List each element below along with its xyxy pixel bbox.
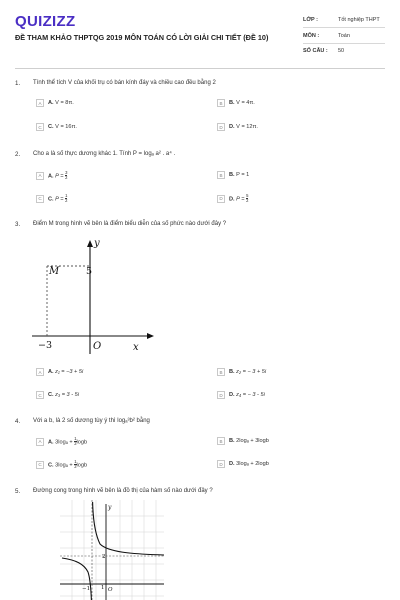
option-text: P = bbox=[55, 173, 66, 180]
y-axis-arrow bbox=[87, 240, 93, 247]
point-m-label: M bbox=[49, 266, 60, 277]
option-letter: C. bbox=[48, 124, 54, 130]
option-a[interactable] bbox=[36, 99, 74, 107]
option-letter: D. bbox=[229, 196, 235, 203]
y-label: y bbox=[94, 238, 100, 249]
header-divider bbox=[15, 68, 385, 69]
option-box: C bbox=[36, 391, 44, 399]
option-b[interactable] bbox=[217, 437, 269, 445]
question-number: 1. bbox=[15, 80, 21, 87]
option-box: A bbox=[36, 438, 44, 446]
curve-left-branch bbox=[62, 558, 91, 600]
option-box: D bbox=[217, 195, 225, 203]
fraction: $\frac{1}{2}$ bbox=[65, 193, 68, 204]
question-number: 4. bbox=[15, 418, 21, 425]
option-a[interactable] bbox=[36, 437, 87, 447]
option-text: P = bbox=[55, 196, 66, 203]
tick-label-neg1: −1 bbox=[82, 586, 91, 592]
option-d[interactable] bbox=[217, 194, 248, 204]
meta-count-label: SỐ CÂU : bbox=[303, 48, 328, 54]
meta-subject-label: MÔN : bbox=[303, 33, 320, 39]
option-text-tail: logb bbox=[76, 462, 88, 469]
fraction: $\frac{1}{2}$ bbox=[74, 436, 77, 447]
option-text: z₁ = −3 + 5i bbox=[55, 369, 84, 375]
fraction: $\frac{5}{2}$ bbox=[246, 193, 249, 204]
option-box: D bbox=[217, 460, 225, 468]
option-text: 3logₐ + 2logb bbox=[236, 461, 269, 467]
question-text: Cho a là số thực dương khác 1. Tính P = logₐ a² . a⁴ . bbox=[33, 151, 176, 157]
option-letter: B. bbox=[229, 172, 235, 178]
meta-count-value: 50 bbox=[338, 48, 345, 54]
option-letter: D. bbox=[229, 461, 235, 467]
meta-subject-value: Toán bbox=[338, 33, 350, 39]
option-box: D bbox=[217, 123, 225, 131]
tick-label-1: 1 bbox=[101, 585, 105, 591]
question-number: 3. bbox=[15, 221, 21, 228]
option-box: D bbox=[217, 391, 225, 399]
option-a[interactable] bbox=[36, 368, 83, 376]
option-text: V = 4π. bbox=[236, 100, 255, 106]
meta-class-label: LỚP : bbox=[303, 17, 318, 23]
option-d[interactable] bbox=[217, 391, 265, 399]
complex-plane-figure bbox=[30, 232, 155, 356]
option-text: P = 1 bbox=[236, 172, 250, 178]
quizizz-logo: QUIZIZZ bbox=[15, 13, 76, 30]
question-text: Tính thể tích V của khối trụ có bán kính đáy và chiều cao đều bằng 2 bbox=[33, 80, 216, 86]
option-letter: A. bbox=[48, 100, 54, 106]
tick-label-2: 2 bbox=[102, 554, 106, 560]
option-b[interactable] bbox=[217, 171, 249, 179]
option-letter: C. bbox=[48, 392, 54, 398]
option-box: A bbox=[36, 368, 44, 376]
option-text: 2logₐ + 3logb bbox=[236, 438, 269, 444]
option-text: V = 12π. bbox=[236, 124, 258, 130]
option-c[interactable] bbox=[36, 123, 77, 131]
option-b[interactable] bbox=[217, 368, 266, 376]
option-box: C bbox=[36, 461, 44, 469]
option-letter: C. bbox=[48, 196, 54, 203]
option-letter: A. bbox=[48, 173, 54, 180]
question-text: Đường cong trong hình vẽ bên là đồ thị của hàm số nào dưới đây ? bbox=[33, 488, 213, 494]
question-text: Điểm M trong hình vẽ bên là điểm biểu diễn của số phức nào dưới đây ? bbox=[33, 221, 227, 227]
option-letter: D. bbox=[229, 124, 235, 130]
x-axis-arrow bbox=[147, 333, 154, 339]
option-box: B bbox=[217, 99, 225, 107]
fraction: $\frac{1}{2}$ bbox=[74, 459, 77, 470]
meta-divider bbox=[303, 27, 385, 28]
option-box: A bbox=[36, 99, 44, 107]
option-b[interactable] bbox=[217, 99, 255, 107]
question-text: Với a b, là 2 số dương tùy ý thì logₐ³b² bằng bbox=[33, 418, 150, 424]
option-letter: B. bbox=[229, 100, 235, 106]
y-value-label: 5 bbox=[86, 266, 93, 277]
option-letter: C. bbox=[48, 462, 54, 469]
option-d[interactable] bbox=[217, 460, 269, 468]
option-text: V = 16π. bbox=[55, 124, 77, 130]
option-text: V = 8π. bbox=[55, 100, 74, 106]
option-box: C bbox=[36, 195, 44, 203]
function-graph-figure bbox=[60, 500, 164, 600]
option-text: 3logₐ + bbox=[55, 462, 75, 469]
option-letter: A. bbox=[48, 439, 54, 446]
option-letter: D. bbox=[229, 392, 235, 398]
origin-label: O bbox=[108, 587, 113, 593]
document-title: ĐỀ THAM KHẢO THPTQG 2019 MÔN TOÁN CÓ LỜI GIẢI CHI TIẾT (ĐỀ 10) bbox=[15, 33, 269, 42]
option-c[interactable] bbox=[36, 391, 79, 399]
option-text: P = bbox=[236, 196, 247, 203]
option-box: B bbox=[217, 368, 225, 376]
option-text: z₃ = 3 - 5i bbox=[55, 392, 79, 398]
question-number: 5. bbox=[15, 488, 21, 495]
option-box: B bbox=[217, 171, 225, 179]
option-c[interactable] bbox=[36, 460, 87, 470]
option-text: 3logₐ + bbox=[55, 439, 75, 446]
x-label: x bbox=[133, 342, 139, 353]
option-c[interactable] bbox=[36, 194, 67, 204]
meta-divider bbox=[303, 43, 385, 44]
curve-right-branch bbox=[93, 502, 164, 555]
option-box: B bbox=[217, 437, 225, 445]
option-letter: A. bbox=[48, 369, 54, 375]
option-text: z₄ = − 3 - 5i bbox=[236, 392, 265, 398]
option-box: A bbox=[36, 172, 44, 180]
option-text-tail: logb bbox=[76, 439, 88, 446]
option-box: C bbox=[36, 123, 44, 131]
meta-class-value: Tốt nghiệp THPT bbox=[338, 17, 380, 23]
y-label: y bbox=[108, 504, 112, 511]
fraction: $\frac{3}{2}$ bbox=[65, 170, 68, 181]
option-d[interactable] bbox=[217, 123, 258, 131]
option-a[interactable] bbox=[36, 171, 67, 181]
x-value-label: −3 bbox=[38, 340, 53, 351]
option-text: z₂ = − 3 + 5i bbox=[236, 369, 267, 375]
option-letter: B. bbox=[229, 369, 235, 375]
option-letter: B. bbox=[229, 438, 235, 444]
origin-label: O bbox=[93, 341, 102, 352]
question-number: 2. bbox=[15, 151, 21, 158]
